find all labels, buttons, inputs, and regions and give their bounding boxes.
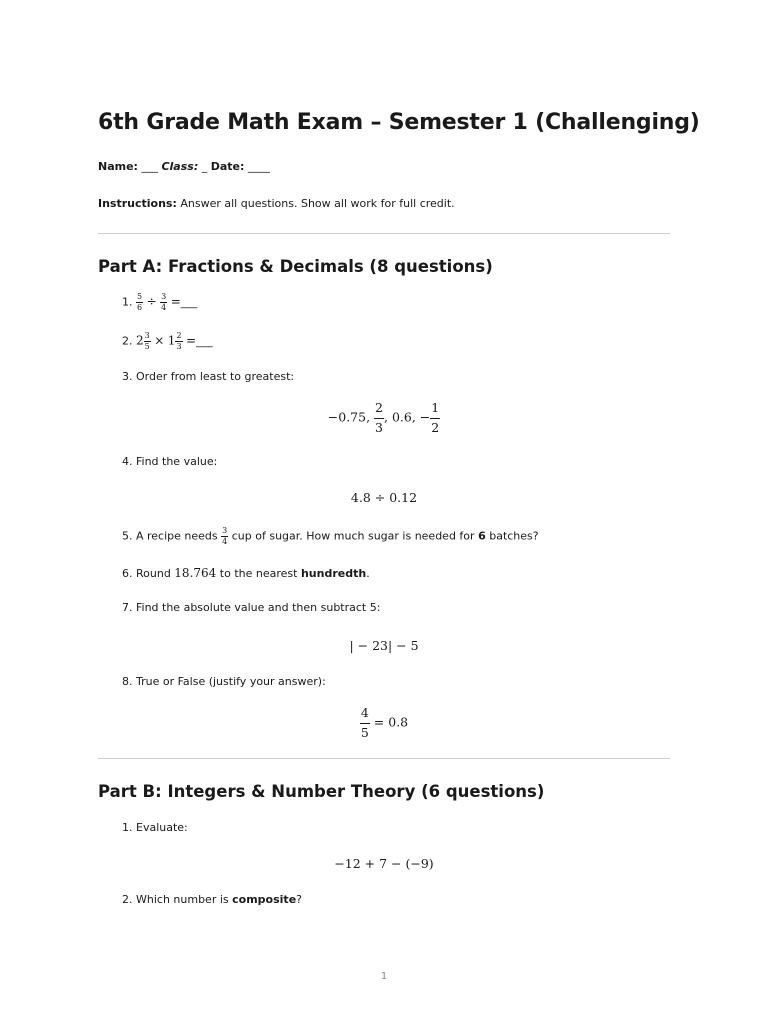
part-a-question-3: 3. Order from least to greatest: <box>122 370 295 383</box>
fraction: $\frac{1}{2}$ <box>431 400 440 435</box>
fraction: $\frac{2}{3}$ <box>375 400 383 435</box>
student-info-line <box>98 160 270 173</box>
instructions-text: Answer all questions. Show all work for full credit. <box>180 197 455 210</box>
instructions-label: Instructions: <box>98 197 177 210</box>
part-a-question-2 <box>122 332 213 351</box>
instructions <box>98 197 455 210</box>
exam-title: 6th Grade Math Exam – Semester 1 (Challenging) <box>98 110 700 135</box>
section-divider <box>98 758 670 759</box>
answer-blank: ___ <box>196 334 213 348</box>
answer-blank: ___ <box>180 295 198 309</box>
part-b-question-2: 2. Which number is composite? <box>122 893 302 906</box>
fraction: $\frac{2}{3}$ <box>176 331 182 351</box>
equals-sign: = <box>170 294 181 309</box>
fraction: $\frac{5}{6}$ <box>137 292 143 312</box>
integer-expression: −12 + 7 − (−9) <box>334 856 434 871</box>
question-number: 1. <box>122 295 133 309</box>
part-a-heading: Part A: Fractions & Decimals (8 questions) <box>98 257 493 276</box>
fraction: $\frac{3}{5}$ <box>144 331 150 351</box>
part-a-question-5: 5. A recipe needs $\frac{3}{4}$ cup of sugar. How much sugar is needed for 6 batches? <box>122 526 539 546</box>
name-blank: ___ <box>141 160 158 173</box>
fraction: $\frac{4}{5}$ <box>360 705 369 740</box>
part-b-question-1: 1. Evaluate: <box>122 821 188 834</box>
part-a-question-8: 8. True or False (justify your answer): <box>122 675 326 688</box>
part-a-question-7: 7. Find the absolute value and then subtract 5: <box>122 601 381 614</box>
name-label: Name: <box>98 160 138 173</box>
equals-sign: = <box>186 333 197 348</box>
fraction: $\frac{3}{4}$ <box>161 292 167 312</box>
date-blank: ____ <box>247 160 270 173</box>
whole-number: 2 <box>136 333 144 348</box>
page-number: 1 <box>380 971 388 982</box>
true-false-expression: $\frac{4}{5}$ = 0.8 <box>360 705 409 740</box>
fraction: $\frac{3}{4}$ <box>222 526 228 546</box>
section-divider <box>98 233 670 234</box>
multiply-sign: × <box>154 333 165 348</box>
absolute-value-expression: | − 23| − 5 <box>349 638 419 653</box>
class-blank: _ <box>201 160 208 173</box>
class-label: Class: <box>161 160 199 173</box>
question-number: 2. <box>122 334 133 348</box>
part-b-heading: Part B: Integers & Number Theory (6 questions) <box>98 782 545 801</box>
part-a-question-6: 6. Round 18.764 to the nearest hundredth. <box>122 566 370 580</box>
division-expression: 4.8 ÷ 0.12 <box>350 490 418 505</box>
whole-number: 1 <box>167 333 176 348</box>
part-a-question-1 <box>122 293 197 312</box>
divide-sign: ÷ <box>146 294 157 309</box>
part-a-question-4: 4. Find the value: <box>122 455 218 468</box>
order-numbers-expression: −0.75, $\frac{2}{3}$ , 0.6, − $\frac{1}{2}$ <box>327 400 440 435</box>
date-label: Date: <box>210 160 245 173</box>
